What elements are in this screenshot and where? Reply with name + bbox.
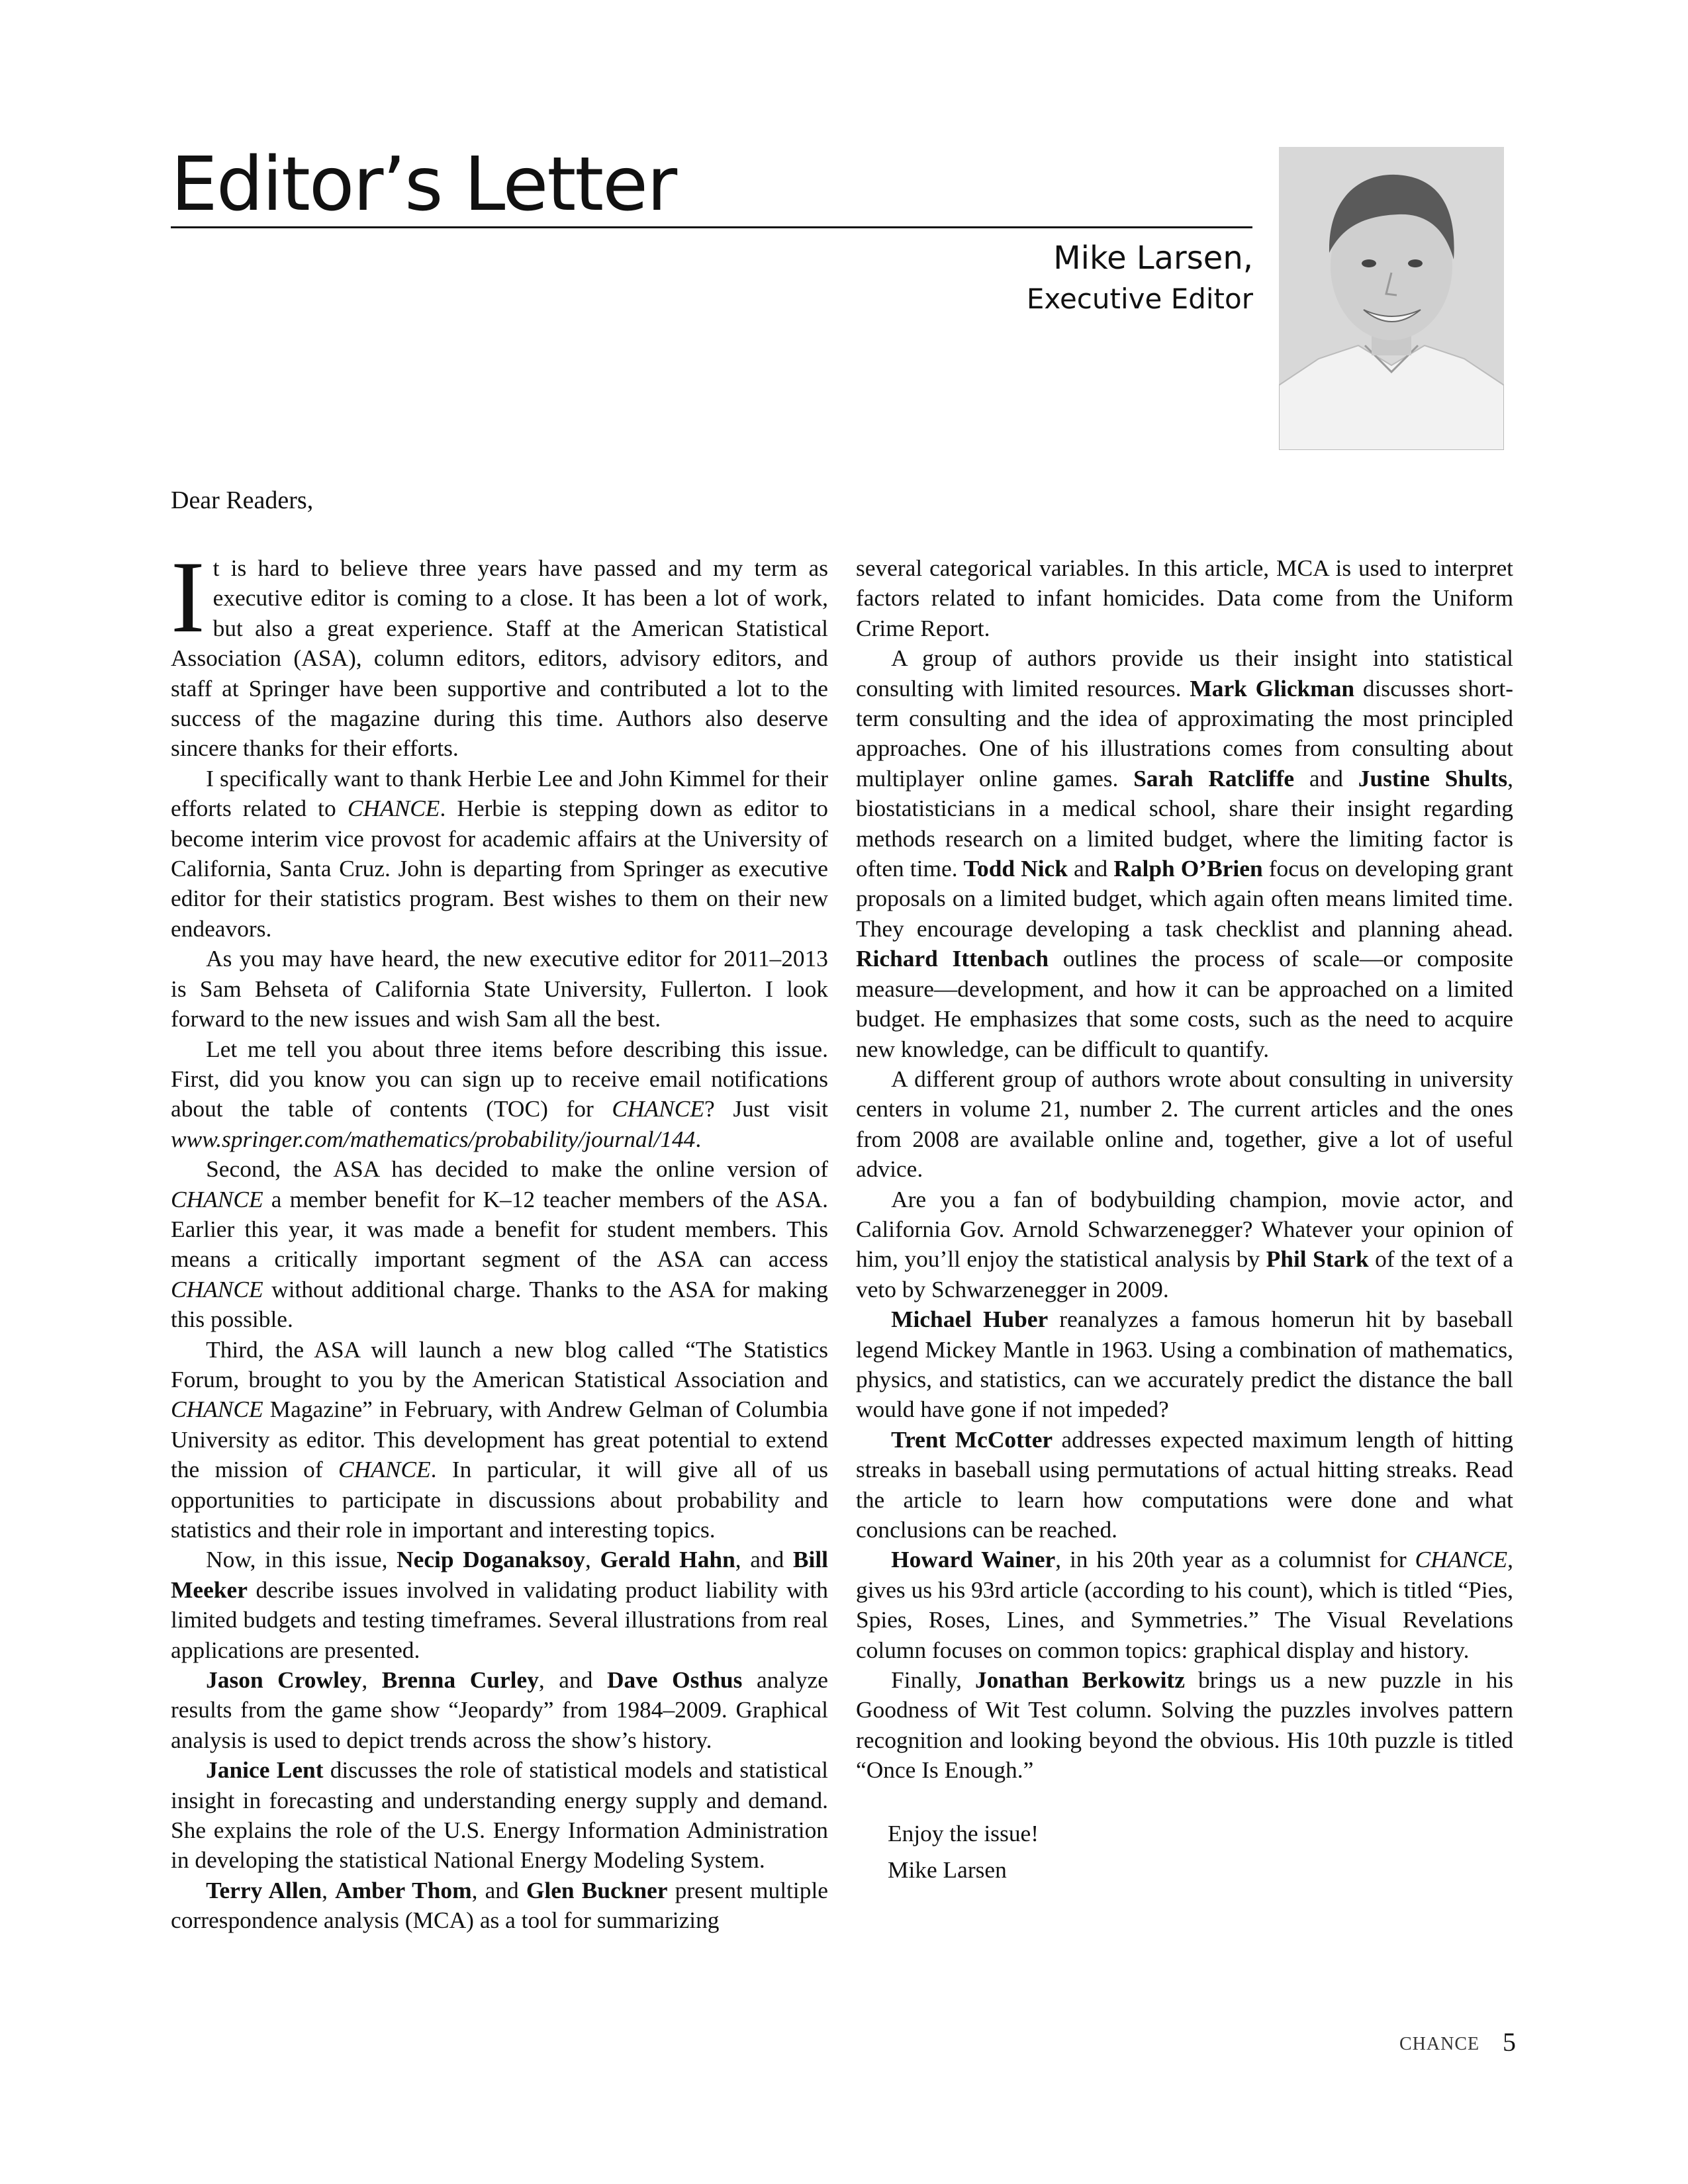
paragraph: Michael Huber reanalyzes a famous homerun hit by baseball legend Mickey Mantle in 1963. Using a combination of mathematics, physics, and statistics, can we accurately predict the distance the ball would have gone if not impeded? [856, 1306, 1514, 1423]
letter-closing [856, 1819, 1513, 1886]
paragraph: A group of authors provide us their insight into statistical consulting with limited resources. Mark Glickman discusses short-term consulting and the idea of approximating the most principled approaches. One of his illustrations comes from consulting about multiplayer online games. Sarah Ratcliffe and Justine Shults, biostatisticians in a medical school, share their insight regarding methods research on a limited budget, where the limiting factor is often time. Todd Nick and Ralph O’Brien focus on developing grant proposals on a limited budget, which again often means limited time. They encourage developing a task checklist and planning ahead. Richard Ittenbach outlines the process of scale—or composite measure—development, and how it can be approached on a limited budget. He emphasizes that some costs, such as the need to acquire new knowledge, can be difficult to quantify. [856, 645, 1514, 1062]
author-mention: Ralph O’Brien [1113, 855, 1263, 882]
author-name: Mike Larsen, [1053, 240, 1253, 277]
author-mention: Phil Stark [1266, 1246, 1369, 1273]
author-mention: Glen Buckner [526, 1876, 668, 1903]
author-mention: Terry Allen [206, 1876, 322, 1903]
author-mention: Jonathan Berkowitz [974, 1666, 1185, 1694]
paragraph: several categorical variables. In this article, MCA is used to interpret factors related to infant homicides. Data come from the Uniform Crime Report. [856, 555, 1513, 641]
paragraph: Let me tell you about three items before describing this issue. First, did you know you can sign up to receive email notifications about the table of contents (TOC) for CHANCE? Just visit www.springer.com/mathematics/probability/journal/144. [171, 1035, 828, 1152]
magazine-name: CHANCE [171, 1185, 263, 1212]
paragraph: I specifically want to thank Herbie Lee and John Kimmel for their efforts related to CHANCE. Herbie is stepping down as editor to become interim vice provost for academic affairs at the University of California, Santa Cruz. John is departing from Springer as executive editor for their statistics program. Best wishes to them on their new endeavors. [171, 764, 828, 942]
paragraph: Are you a fan of bodybuilding champion, movie actor, and California Gov. Arnold Schwarzenegger? Whatever your opinion of him, you’ll enjoy the statistical analysis by Phil Stark of the text of a veto by Schwarzenegger in 2009. [856, 1185, 1513, 1302]
magazine-name: CHANCE [171, 1275, 263, 1302]
paragraph: Finally, Jonathan Berkowitz brings us a new puzzle in his Goodness of Wit Test column. Solving the puzzles involves pattern recognition and looking beyond the obvious. His 10th puzzle is titled “Once Is Enough.” [856, 1666, 1513, 1784]
author-mention: Janice Lent [206, 1756, 324, 1784]
page-number: 5 [1503, 2027, 1516, 2057]
letter-column-right [856, 553, 1513, 1885]
paragraph: Now, in this issue, Necip Doganaksoy, Gerald Hahn, and Bill Meeker describe issues involved in validating product liability with limited budgets and testing timeframes. Several illustrations from real applications are presented. [171, 1546, 828, 1663]
author-mention: Michael Huber [891, 1306, 1049, 1333]
author-mention: Todd Nick [963, 855, 1068, 882]
closing-line: Enjoy the issue! [888, 1819, 1039, 1846]
magazine-name: CHANCE [338, 1456, 431, 1483]
portrait-illustration [1279, 147, 1504, 450]
magazine-name: CHANCE [347, 795, 440, 822]
author-mention: Richard Ittenbach [856, 945, 1049, 972]
paragraph: A different group of authors wrote about consulting in university centers in volume 21, number 2. The current articles and the ones from 2008 are available online and, together, give a lot of useful advice. [856, 1065, 1513, 1183]
author-mention: Sarah Ratcliffe [1133, 764, 1295, 792]
page-title: Editor’s Letter [171, 142, 677, 228]
paragraph: Janice Lent discusses the role of statistical models and statistical insight in forecasting and understanding energy supply and demand. She explains the role of the U.S. Energy Information Administration in developing the statistical National Energy Modeling System. [171, 1756, 828, 1874]
author-mention: Brenna Curley [381, 1666, 539, 1694]
springer-url: www.springer.com/mathematics/probability/journal/144 [171, 1125, 696, 1152]
magazine-name: CHANCE [1415, 1546, 1508, 1573]
signature: Mike Larsen [888, 1856, 1007, 1884]
paragraph: Trent McCotter addresses expected maximum length of hitting streaks in baseball using permutations of actual hitting streaks. Read the article to learn how computations were done and what conclusions can be reached. [856, 1426, 1513, 1543]
editor-portrait-photo [1279, 147, 1504, 450]
author-mention: Howard Wainer [891, 1546, 1056, 1573]
greeting: Dear Readers, [171, 486, 314, 514]
paragraph: Third, the ASA will launch a new blog called “The Statistics Forum, brought to you by the American Statistical Association and CHANCE Magazine” in February, with Andrew Gelman of Columbia University as editor. This development has great potential to extend the mission of CHANCE. In particular, it will give all of us opportunities to participate in discussions about probability and statistics and their role in important and interesting topics. [171, 1336, 828, 1543]
author-role: Executive Editor [1026, 283, 1253, 315]
magazine-name: CHANCE [171, 1396, 263, 1423]
author-mention: Jason Crowley [206, 1666, 362, 1694]
drop-cap: I [171, 540, 205, 654]
author-mention: Gerald Hahn [600, 1546, 735, 1573]
author-mention: Justine Shults [1358, 764, 1508, 792]
letter-column-left [171, 540, 828, 1936]
author-mention: Dave Osthus [606, 1666, 743, 1694]
paragraph: It is hard to believe three years have passed and my term as executive editor is coming to a close. It has been a lot of work, but also a great experience. Staff at the American Statistical Association (ASA), column editors, editors, advisory editors, and staff at Springer have been supportive and contributed a lot to the success of the magazine during this time. Authors also deserve sincere thanks for their efforts. [171, 540, 828, 762]
paragraph: Terry Allen, Amber Thom, and Glen Buckner present multiple correspondence analysis (MCA) as a tool for summarizing [171, 1876, 828, 1934]
author-mention: Mark Glickman [1190, 674, 1355, 702]
paragraph: As you may have heard, the new executive editor for 2011–2013 is Sam Behseta of California State University, Fullerton. I look forward to the new issues and wish Sam all the best. [171, 945, 828, 1032]
author-mention: Amber Thom [335, 1876, 472, 1903]
footer-magazine-name: CHANCE [1399, 2034, 1480, 2054]
magazine-name: CHANCE [612, 1095, 704, 1122]
author-mention: Bill Meeker [171, 1546, 828, 1603]
paragraph: Jason Crowley, Brenna Curley, and Dave Osthus analyze results from the game show “Jeopardy” from 1984–2009. Graphical analysis is used to depict trends across the show’s history. [171, 1666, 828, 1753]
paragraph: Second, the ASA has decided to make the online version of CHANCE a member benefit for K–12 teacher members of the ASA. Earlier this year, it was made a benefit for student members. This means a critically important segment of the ASA can access CHANCE without additional charge. Thanks to the ASA for making this possible. [171, 1156, 828, 1333]
author-mention: Trent McCotter [891, 1426, 1053, 1453]
paragraph: Howard Wainer, in his 20th year as a columnist for CHANCE, gives us his 93rd article (according to his count), which is titled “Pies, Spies, Roses, Lines, and Symmetries.” The Visual Revelations column focuses on common topics: graphical display and history. [856, 1546, 1514, 1663]
author-mention: Necip Doganaksoy [397, 1546, 585, 1573]
title-rule [171, 226, 1252, 228]
